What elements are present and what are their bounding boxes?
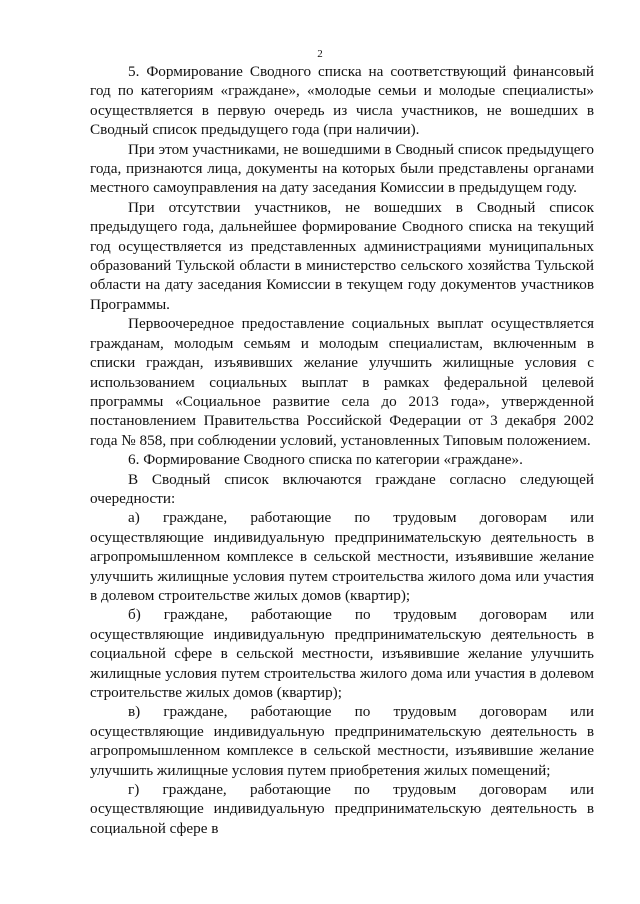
paragraph-previous-year-participants: При этом участниками, не вошедшими в Сводный список предыдущего года, признаются лица, документы на которых были представлены органами местного самоуправления на дату заседания Комиссии в предыдущем году. xyxy=(90,140,594,197)
list-item-g: г) граждане, работающие по трудовым договорам или осуществляющие индивидуальную предпринимательскую деятельность в социальной сфере в xyxy=(90,781,594,837)
list-item-v: в) граждане, работающие по трудовым договорам или осуществляющие индивидуальную предпринимательскую деятельность в агропромышленном комплексе в сельской местности, изъявившие желание улучшить жилищные условия путем приобретения жилых помещений; xyxy=(90,703,594,779)
paragraph-order-intro: В Сводный список включаются граждане согласно следующей очередности: xyxy=(90,470,594,507)
page-number: 2 xyxy=(317,48,323,60)
paragraph-no-participants: При отсутствии участников, не вошедших в Сводный список предыдущего года, дальнейшее формирование Сводного списка на текущий год осуществляется из представленных администрациями муниципальных образований Тульской области в министерство сельского хозяйства Тульской области на дату заседания Комиссии в текущем году документов участников Программы. xyxy=(90,198,594,313)
document-body xyxy=(90,62,594,838)
list-item-a: а) граждане, работающие по трудовым договорам или осуществляющие индивидуальную предпринимательскую деятельность в агропромышленном комплексе в сельской местности, изъявившие желание улучшить жилищные условия путем строительства жилого дома или участия в долевом строительстве жилых домов (квартир); xyxy=(90,509,594,604)
list-item-b: б) граждане, работающие по трудовым договорам или осуществляющие индивидуальную предпринимательскую деятельность в социальной сфере в сельской местности, изъявившие желание улучшить жилищные условия путем строительства жилого дома или участия в долевом строительстве жилых домов (квартир); xyxy=(90,606,594,701)
paragraph-priority-payments: Первоочередное предоставление социальных выплат осуществляется гражданам, молодым семьям и молодым специалистам, включенным в списки граждан, изъявивших желание улучшить жилищные условия с использованием социальных выплат в рамках федеральной целевой программы «Социальное развитие села до 2013 года», утвержденной постановлением Правительства Российской Федерации от 3 декабря 2002 года № 858, при соблюдении условий, установленных Типовым положением. xyxy=(90,315,594,449)
paragraph-item-5: 5. Формирование Сводного списка на соответствующий финансовый год по категориям «граждане», «молодые семьи и молодые специалисты» осуществляется в первую очередь из числа участников, не вошедших в Сводный список предыдущего года (при наличии). xyxy=(90,63,594,139)
paragraph-item-6: 6. Формирование Сводного списка по категории «граждане». xyxy=(128,451,523,469)
